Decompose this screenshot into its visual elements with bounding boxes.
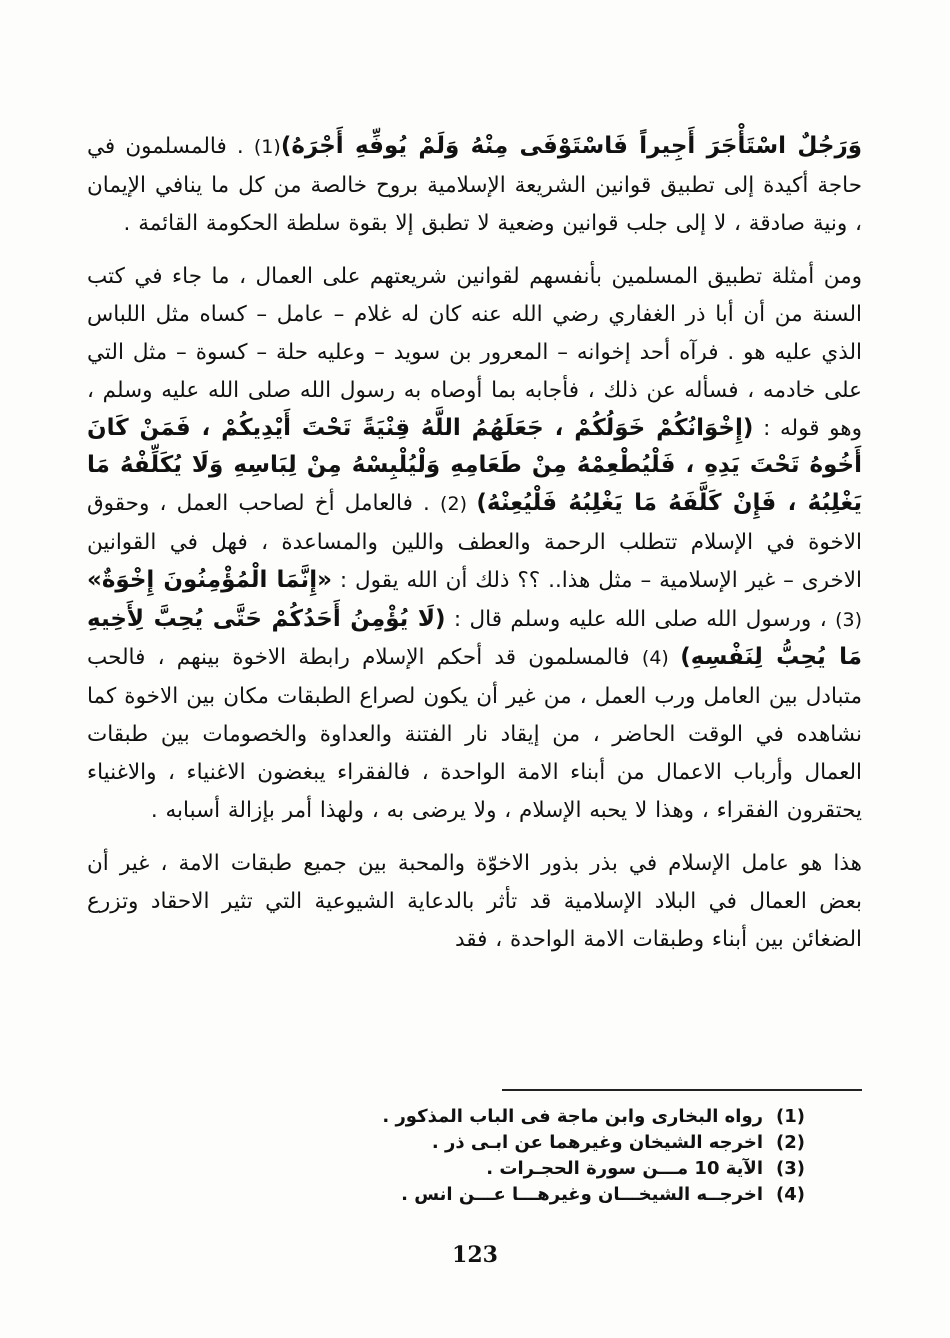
footnote-text: الآية 10 مـــن سورة الحجـرات . xyxy=(486,1158,763,1179)
footnote-3 xyxy=(285,1156,805,1182)
footnote-ref-3: (3) xyxy=(835,608,862,631)
footnote-text: رواه البخارى وابن ماجة فى الباب المذكور . xyxy=(382,1106,763,1127)
paragraph-3-text: هذا هو عامل الإسلام في بذر بذور الاخوّة والمحبة بين جميع طبقات الامة ، غير أن بعض العمال في البلاد الإسلامية قد تأثر بالدعاية الشيوعية التي تثير الاحقاد وتزرع الضغائن بين أبناء وطبقات الامة الواحدة ، فقد xyxy=(87,851,862,952)
footnote-number: (1) xyxy=(776,1106,805,1127)
page-number: 123 xyxy=(452,1242,498,1268)
paragraph-3 xyxy=(87,845,862,958)
footnote-4 xyxy=(285,1182,805,1208)
paragraph-1 xyxy=(87,128,862,242)
paragraph-1-text: . فالمسلمون في حاجة أكيدة إلى تطبيق قوانين الشريعة الإسلامية بروح خالصة من كل ما ينافي الإيمان ، ونية صادقة ، لا إلى جلب قوانين وضعية لا تطبق إلا بقوة سلطة الحكومة القائمة . xyxy=(87,134,862,236)
footnote-number: (3) xyxy=(776,1158,805,1179)
footnote-text: اخرجه الشيخان وغيرهما عن ابـى ذر . xyxy=(431,1132,763,1153)
main-text xyxy=(87,128,862,959)
paragraph-2-text-c: ، ورسول الله صلى الله عليه وسلم قال : xyxy=(445,606,836,632)
footnote-number: (4) xyxy=(776,1184,805,1205)
footnote-ref-1: (1) xyxy=(253,136,281,158)
footnotes-list xyxy=(285,1104,805,1208)
paragraph-2-text-a: ومن أمثلة تطبيق المسلمين بأنفسهم لقوانين شريعتهم على العمال ، ما جاء في كتب السنة من أن أبا ذر الغفاري رضي الله عنه كان له غلام – عامل – كساه مثل اللباس الذي عليه هو . فرآه أحد إخوانه – المعرور بن سويد – وعليه حلة – كسوة – مثل التي على خادمه ، فسأله عن ذلك ، فأجابه بما أوصاه به رسول الله صلى الله عليه وسلم ، وهو قوله : xyxy=(87,264,862,441)
quran-quote: «إِنَّمَا الْمُؤْمِنُونَ إِخْوَةٌ» xyxy=(87,566,332,593)
hadith-quote-2: (إِخْوَانُكُمْ خَوَلُكُمْ ، جَعَلَهُمُ اللَّهُ قِنْيَةً تَحْتَ أَيْدِيكُمْ ، فَمَنْ كَانَ أَخُوهُ تَحْتَ يَدِهِ ، فَلْيُطْعِمْهُ مِنْ طَعَامِهِ وَلْيُلْبِسْهُ مِنْ لِبَاسِهِ وَلَا يُكَلِّفْهُ مَا يَغْلِبُهُ ، فَإِنْ كَلَّفَهُ مَا يَغْلِبُهُ فَلْيُعِنْهُ) xyxy=(87,414,863,517)
footnote-2 xyxy=(285,1130,805,1156)
footnote-divider xyxy=(502,1089,862,1091)
paragraph-2-text-b: . فالعامل أخ لصاحب العمل ، وحقوق الاخوة في الإسلام تتطلب الرحمة والعطف واللين والمساعدة ، فهل في القوانين الاخرى – غير الإسلامية – مثل هذا.. ؟؟ ذلك أن الله يقول : xyxy=(87,491,862,593)
hadith-quote-1: وَرَجُلٌ اسْتَأْجَرَ أَجِيراً فَاسْتَوْفَى مِنْهُ وَلَمْ يُوفِّهِ أَجْرَهُ) xyxy=(280,133,862,159)
footnote-1 xyxy=(285,1104,805,1130)
footnote-ref-4: (4) xyxy=(641,647,681,670)
footnote-ref-2: (2) xyxy=(440,493,477,516)
footnote-text: اخرجــه الشيخـــان وغيرهـــا عـــن انس . xyxy=(401,1184,763,1205)
footnote-number: (2) xyxy=(776,1132,805,1153)
paragraph-2-text-d: فالمسلمون قد أحكم الإسلام رابطة الاخوة بينهم ، فالحب متبادل بين العامل ورب العمل ، من غير أن يكون لصراع الطبقات مكان بين الاخوة كما نشاهده في الوقت الحاضر ، من إيقاد نار الفتنة والعداوة والخصومات بين طبقات العمال وأرباب الاعمال من أبناء الامة الواحدة ، فالفقراء يبغضون الاغنياء ، والاغنياء يحتقرون الفقراء ، وهذا لا يحبه الإسلام ، ولا يرضى به ، ولهذا أمر بإزالة أسبابه . xyxy=(87,645,862,823)
paragraph-2 xyxy=(87,258,862,829)
hadith-quote-3: (لَا يُؤْمِنُ أَحَدُكُمْ حَتَّى يُحِبَّ لِأَخِيهِ مَا يُحِبُّ لِنَفْسِهِ) xyxy=(87,605,863,671)
